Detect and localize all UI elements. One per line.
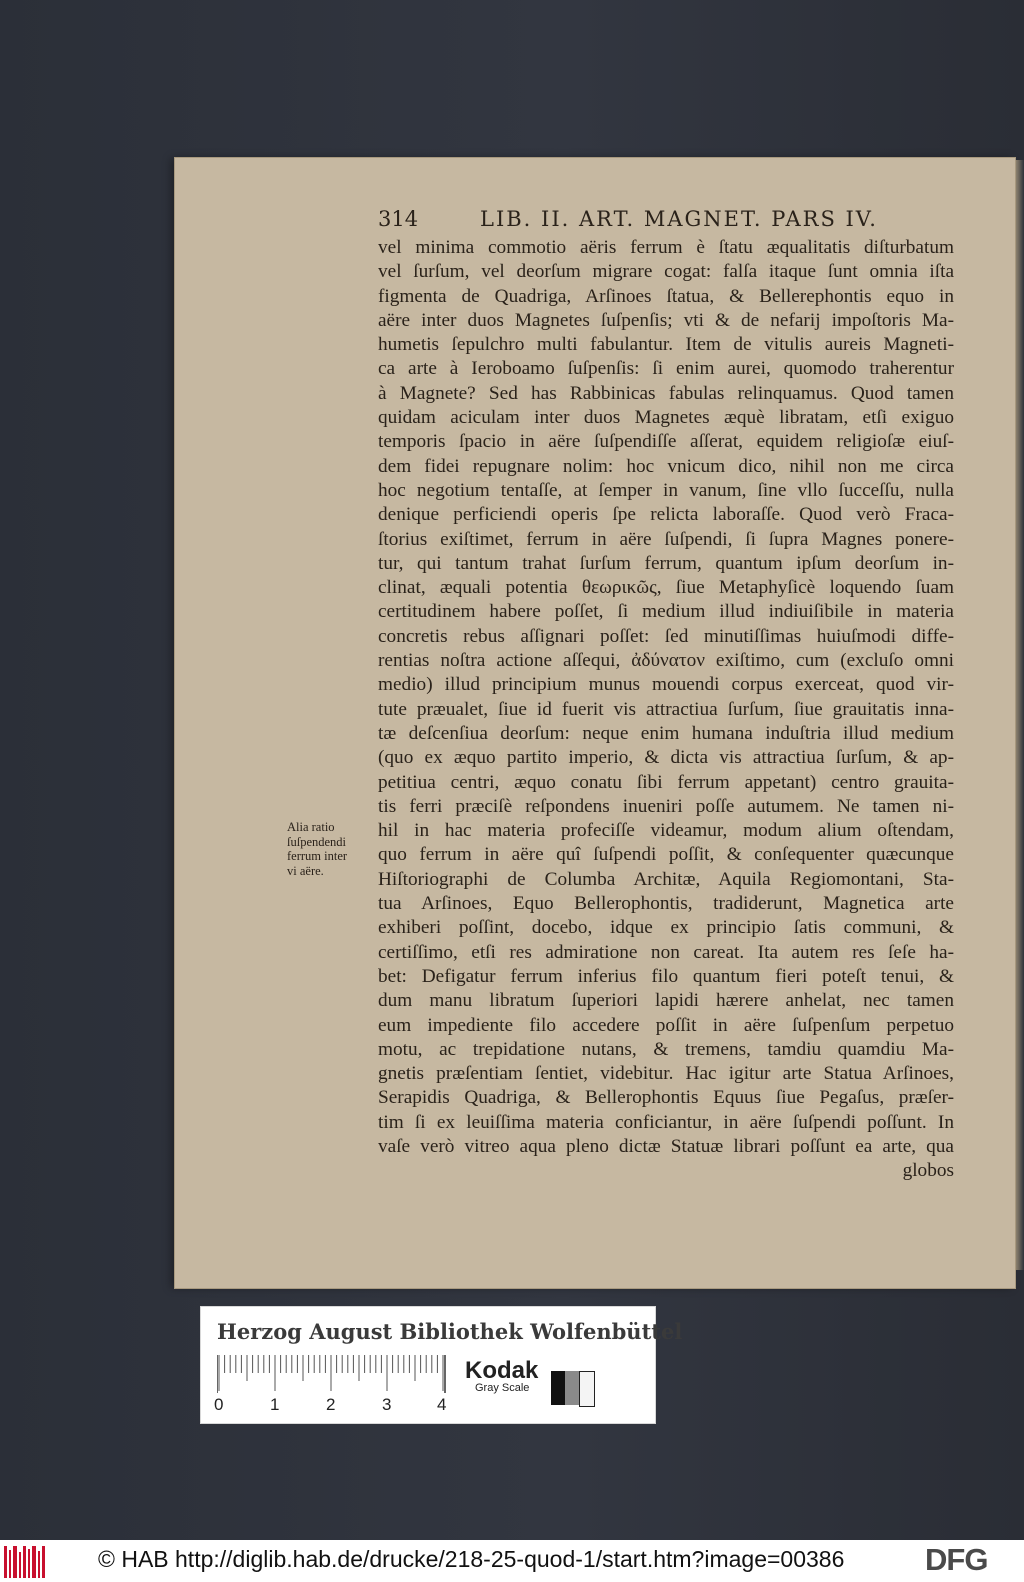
text-line: (quo ex æquo partito imperio, & dicta vis attractiua ſurſum, & ap- <box>378 747 954 769</box>
text-line: certiſſimo, etſi res admiratione non careat. Ita autem res ſeſe ha- <box>378 941 954 963</box>
text-line: exhiberi poſſint, docebo, idque ex principio ſatis communi, & <box>378 917 954 939</box>
text-line: dem fidei repugnare nolim: hoc vnicum dico, nihil non me circa <box>378 455 954 477</box>
library-name: Herzog August Bibliothek Wolfenbüttel <box>217 1319 683 1344</box>
text-line: vaſe verò vitreo aqua pleno dictæ Statuæ librari poſſunt ea arte, qua <box>378 1135 954 1157</box>
text-line: ſtorius exiſtimet, ferrum in aëre ſuſpendi, ſi ſupra Magnes ponere- <box>378 528 954 550</box>
running-title: LIB. II. ART. MAGNET. PARS IV. <box>480 207 878 231</box>
source-url[interactable]: © HAB http://diglib.hab.de/drucke/218-25-quod-1/start.htm?image=00386 <box>98 1546 845 1572</box>
text-line: globos <box>902 1160 954 1182</box>
text-line: aëre inter duos Magnetes ſuſpenſis; vti & de nefarij impoſtoris Ma- <box>378 309 954 331</box>
marginal-note-line: Alia ratio <box>287 820 335 834</box>
body-text <box>378 236 954 1184</box>
kodak-logo: Kodak <box>465 1357 539 1384</box>
text-line: motu, ac trepidatione nutans, & tremens, tamdiu quamdiu Ma- <box>378 1038 954 1060</box>
page-number: 314 <box>378 207 419 231</box>
marginal-note-line: ferrum inter <box>287 849 348 863</box>
swatch-black <box>551 1371 565 1405</box>
text-line: medio) illud principium munus mouendi corpus exerceat, quod vir- <box>378 674 954 696</box>
text-line: eum impediente filo accedere poſſit in aëre ſuſpenſum perpetuo <box>378 1014 954 1036</box>
text-line: denique perficiendi operis ſpe relicta laboraſſe. Quod verò Fraca- <box>378 504 954 526</box>
text-line: bet: Defigatur ferrum inferius filo quantum fieri poteſt tenui, & <box>378 965 954 987</box>
marginal-note <box>287 820 377 878</box>
text-line: gnetis præſentiam ſentiet, videbitur. Hac igitur arte Statua Arſinoes, <box>378 1063 954 1085</box>
text-line: concretis rebus aſſignari poſſet: ſed minutiſſimas huiuſmodi diffe- <box>378 625 954 647</box>
text-line: tua Arſinoes, Equo Bellerophontis, tradiderunt, Magnetica arte <box>378 893 954 915</box>
text-line: tim ſi ex leuiſſima materia conficiantur, in aëre ſuſpendi poſſunt. In <box>378 1111 954 1133</box>
text-line: figmenta de Quadriga, Arſinoes ſtatua, & Bellerephontis equo in <box>378 285 954 307</box>
ruler-number-2: 2 <box>326 1395 336 1414</box>
ruler <box>217 1355 447 1395</box>
text-line: tur, qui tantum trahat ſurſum ferrum, quantum ipſum deorſum in- <box>378 552 954 574</box>
text-line: humetis ſepulchro multi fabulantur. Item de vitulis aureis Magneti- <box>378 334 954 356</box>
footer-bar <box>0 1540 1024 1582</box>
ruler-number-0: 0 <box>214 1395 224 1414</box>
ruler-number-3: 3 <box>382 1395 392 1414</box>
text-line: tæ deſcenſiua deorſum: neque enim humana induſtria illud medium <box>378 722 954 744</box>
color-reference-card <box>200 1306 683 1424</box>
text-line: quidam aciculam inter duos Magnetes æquè libratam, etſi exiguo <box>378 407 954 429</box>
text-line: clinat, æquali potentia θεωρικῶς, ſiue Metaphyſicè loquendo ſuam <box>378 577 954 599</box>
swatch-white <box>579 1371 595 1407</box>
text-line: Serapidis Quadriga, & Bellerophontis Equus ſiue Pegaſus, præſer- <box>378 1087 954 1109</box>
text-line: dum manu libratum ſuperiori lapidi hærere anhelat, nec tamen <box>378 990 954 1012</box>
text-line: hoc negotium tentaſſe, at ſemper in vanum, ſine vllo ſucceſſu, nulla <box>378 479 954 501</box>
text-line: rentias noſtra actione aſſequi, ἀδύνατον exiſtimo, cum (excluſo omni <box>378 650 954 672</box>
dfg-logo: DFG <box>925 1542 988 1577</box>
text-line: petitiua centri, æquo conatu ſibi ferrum appetant) centro grauita- <box>378 771 954 793</box>
page-header <box>378 205 950 235</box>
swatch-gray <box>565 1371 579 1405</box>
ruler-number-1: 1 <box>270 1395 280 1414</box>
text-line: tis ferri præciſè reſpondens inueniri poſſe autumem. Ne tamen ni- <box>378 795 954 817</box>
text-line: temporis ſpacio in aëre ſuſpendiſſe aſſerat, equidem religioſæ eiuſ- <box>378 431 954 453</box>
gray-scale-label: Gray Scale <box>475 1382 530 1394</box>
text-line: certitudinem habere poſſet, ſi medium illud indiuiſibile in materia <box>378 601 954 623</box>
text-line: vel ſurſum, vel deorſum migrare cogat: falſa itaque ſunt omnia iſta <box>378 261 954 283</box>
text-line: tute præualet, ſiue id fuerit vis attractiua ſurſum, ſiue grauitatis inna- <box>378 698 954 720</box>
marginal-note-line: vi aëre. <box>287 863 324 878</box>
marginal-note-line: ſuſpendendi <box>287 834 347 849</box>
text-line: quo ferrum in aëre quî ſuſpendi poſſit, & conſequenter quæcunque <box>378 844 954 866</box>
text-line: Hiſtoriographi de Columba Architæ, Aquila Regiomontani, Sta- <box>378 868 954 890</box>
hab-barcode-icon <box>4 1546 48 1578</box>
ruler-number-4: 4 <box>437 1395 447 1414</box>
text-line: ca arte à Ieroboamo ſuſpenſis: ſi enim aurei, quomodo traherentur <box>378 358 954 380</box>
text-line: vel minima commotio aëris ferrum è ſtatu æqualitatis diſturbatum <box>378 237 954 258</box>
text-line: hil in hac materia profeciſſe videamur, modum alium oſtendam, <box>378 820 954 842</box>
text-line: à Magnete? Sed has Rabbinicas fabulas relinquamus. Quod tamen <box>378 382 954 404</box>
